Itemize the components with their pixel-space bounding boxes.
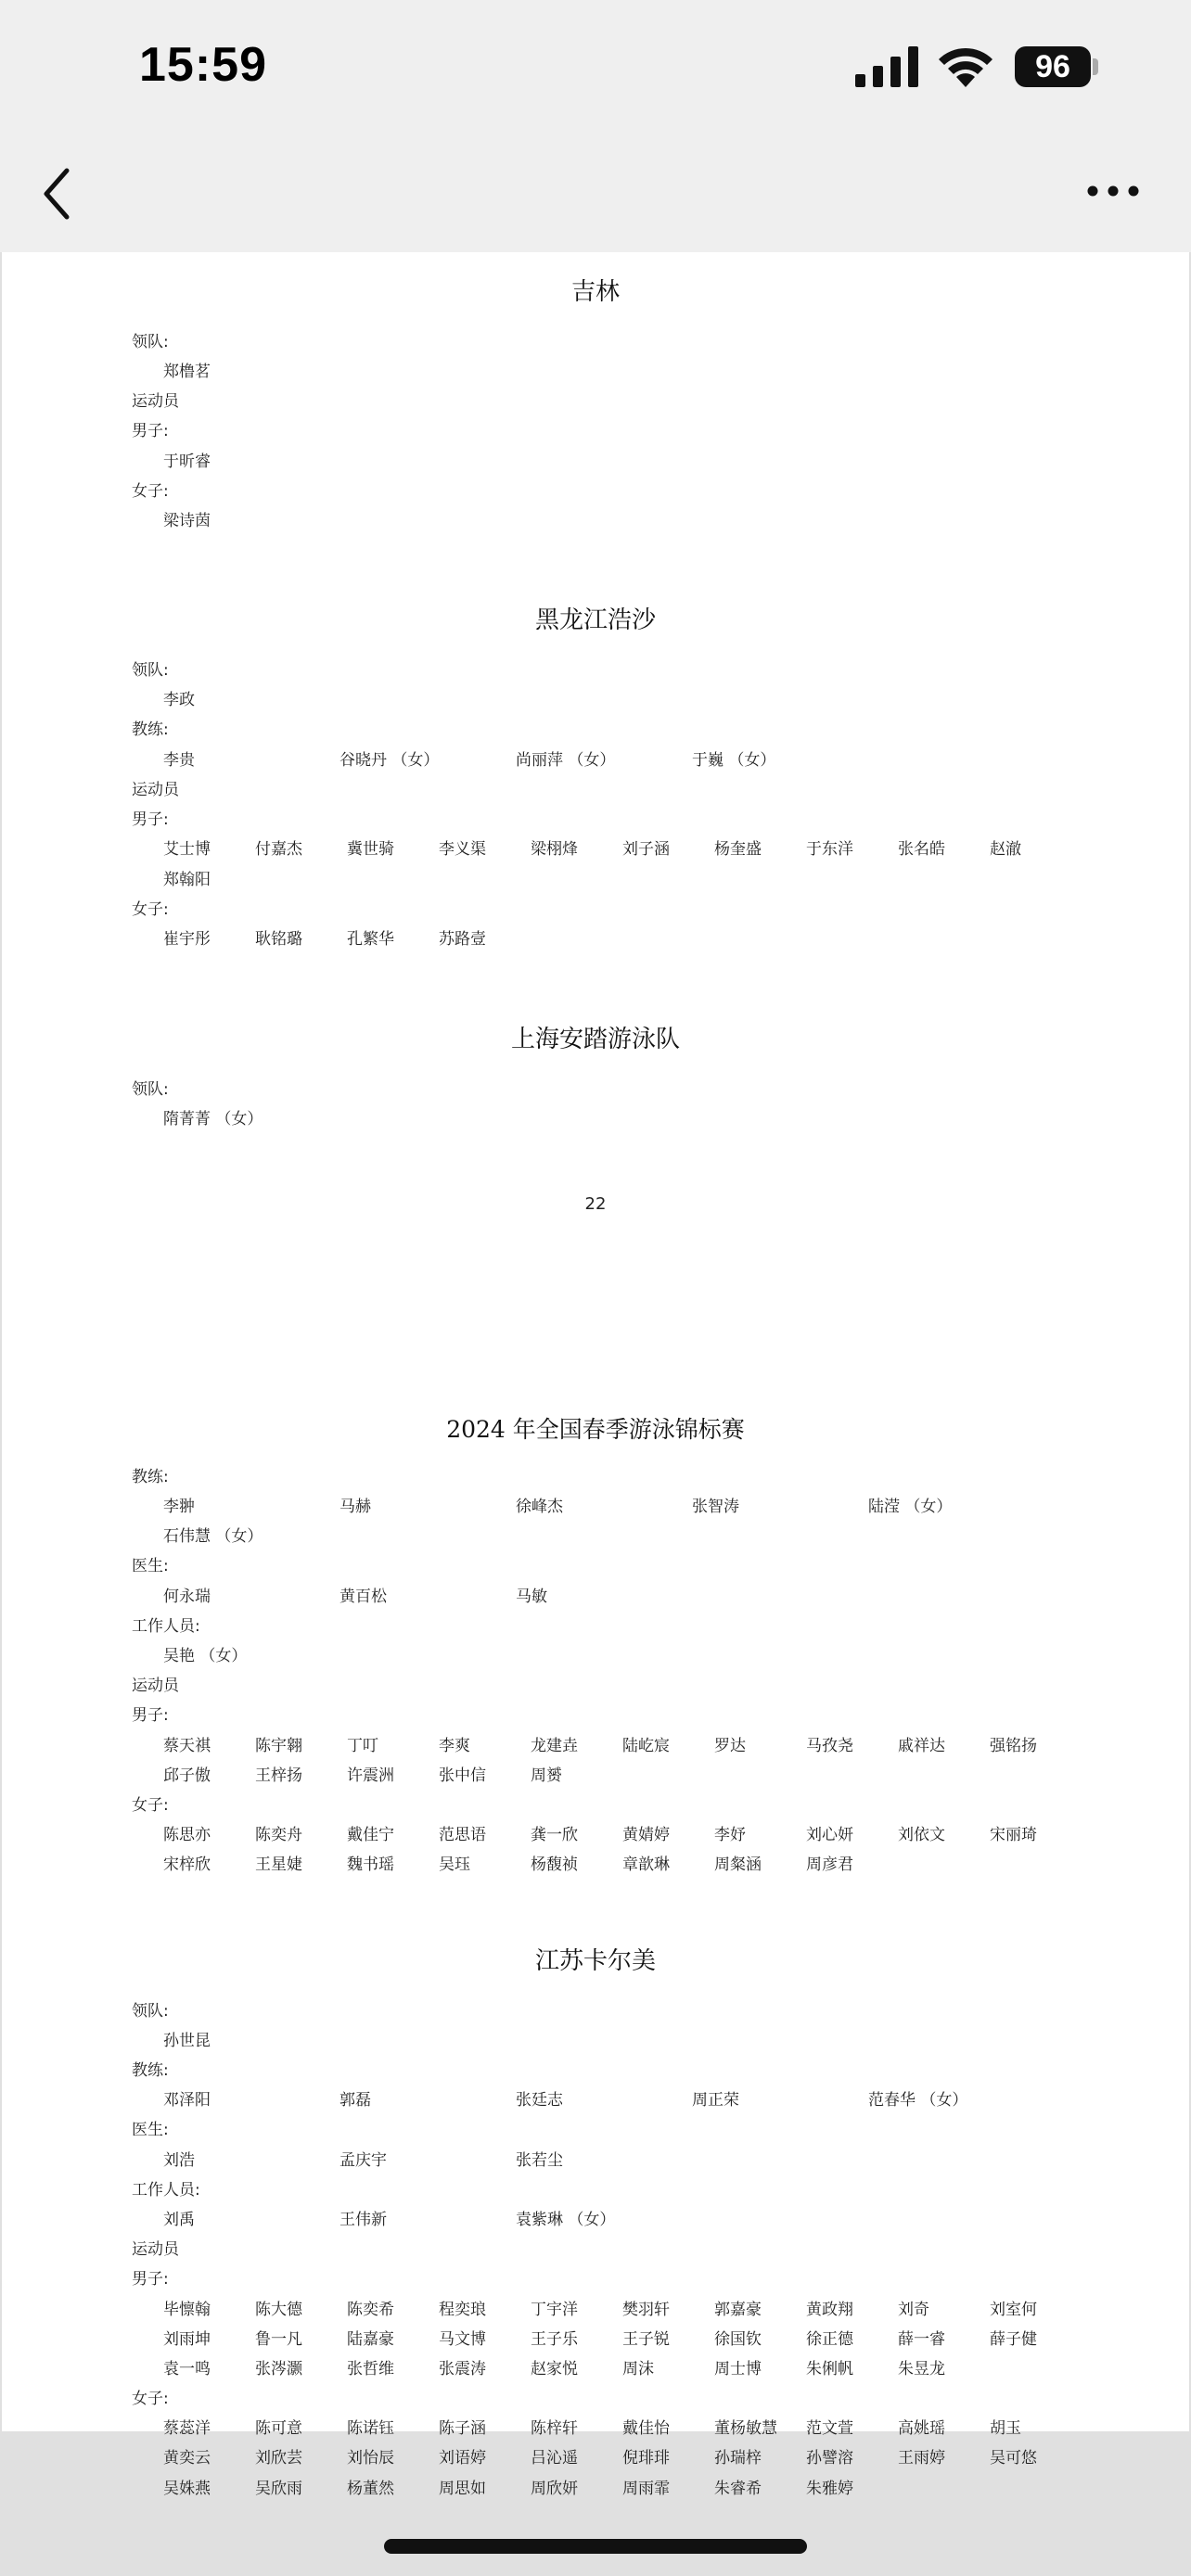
event-title: 2024 年全国春季游泳锦标赛 xyxy=(446,1416,745,1443)
role-label: 运动员 xyxy=(132,1677,179,1695)
person-name: 杨董然 xyxy=(347,2480,394,2498)
person-name: 龙建垚 xyxy=(531,1737,578,1755)
person-name: 李贵 xyxy=(163,751,195,770)
person-name: 袁紫琳 （女） xyxy=(516,2211,616,2229)
person-name: 李爽 xyxy=(439,1737,470,1755)
person-name: 程奕琅 xyxy=(439,2301,486,2319)
role-label: 男子: xyxy=(132,422,169,440)
person-name: 杨馥祯 xyxy=(531,1855,578,1874)
battery-icon: 96 xyxy=(1015,46,1091,87)
navigation-bar xyxy=(0,139,1191,252)
team-title-jilin: 吉林 xyxy=(570,278,620,306)
person-name: 徐峰杰 xyxy=(516,1498,563,1516)
person-name: 范春华 （女） xyxy=(868,2091,968,2110)
role-label: 教练: xyxy=(132,721,169,739)
role-label: 女子: xyxy=(132,482,169,501)
person-name: 苏路壹 xyxy=(439,930,486,949)
person-name: 高姚瑶 xyxy=(898,2419,945,2438)
person-name: 邱子傲 xyxy=(163,1766,211,1785)
person-name: 戚祥达 xyxy=(898,1737,945,1755)
person-name: 崔宇彤 xyxy=(163,930,211,949)
person-name: 郭磊 xyxy=(339,2091,371,2110)
cellular-signal-icon xyxy=(855,46,920,87)
person-name: 王星婕 xyxy=(255,1855,302,1874)
person-name: 王伟新 xyxy=(339,2211,387,2229)
person-name: 陈可意 xyxy=(255,2419,302,2438)
person-name: 周正荣 xyxy=(692,2091,739,2110)
person-name: 戴佳宁 xyxy=(347,1826,394,1844)
person-name: 马文博 xyxy=(439,2330,486,2349)
role-label: 医生: xyxy=(132,1557,169,1575)
person-name: 尚丽萍 （女） xyxy=(516,751,616,770)
person-name: 石伟慧 （女） xyxy=(163,1527,263,1546)
person-name: 陈梓轩 xyxy=(531,2419,578,2438)
ellipsis-icon[interactable] xyxy=(1085,184,1141,198)
person-name: 马孜尧 xyxy=(806,1737,853,1755)
home-indicator[interactable] xyxy=(384,2539,807,2554)
person-name: 陈宇翱 xyxy=(255,1737,302,1755)
role-label: 女子: xyxy=(132,900,169,919)
person-name: 鲁一凡 xyxy=(255,2330,302,2349)
role-label: 男子: xyxy=(132,1706,169,1725)
role-label: 工作人员: xyxy=(132,2181,200,2200)
role-label: 医生: xyxy=(132,2121,169,2139)
person-name: 于东洋 xyxy=(806,840,853,859)
person-name: 吴艳 （女） xyxy=(163,1647,248,1665)
person-name: 郑橹茗 xyxy=(163,363,211,381)
person-name: 龚一欣 xyxy=(531,1826,578,1844)
person-name: 朱俐帆 xyxy=(806,2360,853,2378)
person-name: 魏书瑶 xyxy=(347,1855,394,1874)
person-name: 薛子健 xyxy=(990,2330,1037,2349)
person-name: 陈子涵 xyxy=(439,2419,486,2438)
role-label: 领队: xyxy=(132,333,169,351)
person-name: 于昕睿 xyxy=(163,453,211,471)
role-label: 教练: xyxy=(132,1468,169,1486)
team-title-shanghai: 上海安踏游泳队 xyxy=(510,1026,680,1053)
person-name: 李翀 xyxy=(163,1498,195,1516)
person-name: 罗达 xyxy=(714,1737,746,1755)
person-name: 倪琲琲 xyxy=(622,2449,670,2468)
person-name: 梁栩烽 xyxy=(531,840,578,859)
role-label: 教练: xyxy=(132,2061,169,2080)
person-name: 刘室何 xyxy=(990,2301,1037,2319)
person-name: 张廷志 xyxy=(516,2091,563,2110)
role-label: 工作人员: xyxy=(132,1617,200,1636)
person-name: 何永瑞 xyxy=(163,1588,211,1606)
wifi-icon xyxy=(935,45,996,89)
person-name: 刘奇 xyxy=(898,2301,929,2319)
role-label: 领队: xyxy=(132,1080,169,1099)
status-time: 15:59 xyxy=(139,38,267,92)
person-name: 张涔灏 xyxy=(255,2360,302,2378)
status-bar xyxy=(0,0,1191,139)
person-name: 刘雨坤 xyxy=(163,2330,211,2349)
person-name: 樊羽轩 xyxy=(622,2301,670,2319)
person-name: 李妤 xyxy=(714,1826,746,1844)
person-name: 周雨霏 xyxy=(622,2480,670,2498)
person-name: 陈大德 xyxy=(255,2301,302,2319)
person-name: 戴佳怡 xyxy=(622,2419,670,2438)
person-name: 孙譬溶 xyxy=(806,2449,853,2468)
person-name: 朱昱龙 xyxy=(898,2360,945,2378)
person-name: 范思语 xyxy=(439,1826,486,1844)
chevron-left-icon[interactable] xyxy=(37,165,74,223)
role-label: 女子: xyxy=(132,1796,169,1815)
person-name: 隋菁菁 （女） xyxy=(163,1110,263,1129)
person-name: 宋梓欣 xyxy=(163,1855,211,1874)
person-name: 刘子涵 xyxy=(622,840,670,859)
person-name: 吴欣雨 xyxy=(255,2480,302,2498)
person-name: 张震涛 xyxy=(439,2360,486,2378)
person-name: 袁一鸣 xyxy=(163,2360,211,2378)
person-name: 周欣妍 xyxy=(531,2480,578,2498)
person-name: 周沫 xyxy=(622,2360,654,2378)
role-label: 运动员 xyxy=(132,781,179,799)
person-name: 蔡天祺 xyxy=(163,1737,211,1755)
person-name: 梁诗茵 xyxy=(163,512,211,530)
person-name: 陈诺钰 xyxy=(347,2419,394,2438)
person-name: 刘怡辰 xyxy=(347,2449,394,2468)
person-name: 董杨敏慧 xyxy=(714,2419,777,2438)
battery-tip xyxy=(1093,58,1098,75)
person-name: 刘欣芸 xyxy=(255,2449,302,2468)
person-name: 周粲涵 xyxy=(714,1855,762,1874)
role-label: 男子: xyxy=(132,810,169,829)
person-name: 艾士博 xyxy=(163,840,211,859)
person-name: 黄奕云 xyxy=(163,2449,211,2468)
team-title-heilongjiang: 黑龙江浩沙 xyxy=(534,606,656,634)
person-name: 孟庆宇 xyxy=(339,2151,387,2170)
person-name: 许震洲 xyxy=(347,1766,394,1785)
person-name: 薛一睿 xyxy=(898,2330,945,2349)
person-name: 蔡蕊洋 xyxy=(163,2419,211,2438)
person-name: 朱雅婷 xyxy=(806,2480,853,2498)
person-name: 陈奕舟 xyxy=(255,1826,302,1844)
person-name: 黄婧婷 xyxy=(622,1826,670,1844)
role-label: 领队: xyxy=(132,2002,169,2021)
person-name: 陈思亦 xyxy=(163,1826,211,1844)
role-label: 女子: xyxy=(132,2390,169,2408)
person-name: 耿铭璐 xyxy=(255,930,302,949)
person-name: 朱睿希 xyxy=(714,2480,762,2498)
person-name: 杨奎盛 xyxy=(714,840,762,859)
person-name: 周彦君 xyxy=(806,1855,853,1874)
person-name: 李义渠 xyxy=(439,840,486,859)
person-name: 周士博 xyxy=(714,2360,762,2378)
person-name: 陈奕希 xyxy=(347,2301,394,2319)
person-name: 张名皓 xyxy=(898,840,945,859)
role-label: 男子: xyxy=(132,2270,169,2289)
person-name: 孙世昆 xyxy=(163,2032,211,2050)
person-name: 张哲维 xyxy=(347,2360,394,2378)
person-name: 丁宇洋 xyxy=(531,2301,578,2319)
person-name: 马赫 xyxy=(339,1498,371,1516)
person-name: 邓泽阳 xyxy=(163,2091,211,2110)
person-name: 赵澈 xyxy=(990,840,1021,859)
person-name: 谷晓丹 （女） xyxy=(339,751,440,770)
person-name: 刘禹 xyxy=(163,2211,195,2229)
person-name: 宋丽琦 xyxy=(990,1826,1037,1844)
person-name: 马敏 xyxy=(516,1588,547,1606)
person-name: 冀世骑 xyxy=(347,840,394,859)
person-name: 丁叮 xyxy=(347,1737,378,1755)
person-name: 王梓扬 xyxy=(255,1766,302,1785)
person-name: 张中信 xyxy=(439,1766,486,1785)
person-name: 陆滢 （女） xyxy=(868,1498,953,1516)
person-name: 章歆琳 xyxy=(622,1855,670,1874)
role-label: 运动员 xyxy=(132,2240,179,2259)
person-name: 付嘉杰 xyxy=(255,840,302,859)
person-name: 刘浩 xyxy=(163,2151,195,2170)
person-name: 周赟 xyxy=(531,1766,562,1785)
person-name: 李政 xyxy=(163,691,195,709)
person-name: 吴可悠 xyxy=(990,2449,1037,2468)
person-name: 王雨婷 xyxy=(898,2449,945,2468)
person-name: 张若尘 xyxy=(516,2151,563,2170)
person-name: 强铭扬 xyxy=(990,1737,1037,1755)
person-name: 陆嘉豪 xyxy=(347,2330,394,2349)
person-name: 吴姝燕 xyxy=(163,2480,211,2498)
person-name: 吕沁遥 xyxy=(531,2449,578,2468)
person-name: 王子乐 xyxy=(531,2330,578,2349)
person-name: 黄百松 xyxy=(339,1588,387,1606)
person-name: 刘依文 xyxy=(898,1826,945,1844)
role-label: 运动员 xyxy=(132,392,179,411)
person-name: 刘语婷 xyxy=(439,2449,486,2468)
person-name: 孙瑞梓 xyxy=(714,2449,762,2468)
person-name: 赵家悦 xyxy=(531,2360,578,2378)
person-name: 黄政翔 xyxy=(806,2301,853,2319)
person-name: 吴珏 xyxy=(439,1855,470,1874)
person-name: 陆屹宸 xyxy=(622,1737,670,1755)
person-name: 张智涛 xyxy=(692,1498,739,1516)
person-name: 郭嘉豪 xyxy=(714,2301,762,2319)
person-name: 周思如 xyxy=(439,2480,486,2498)
person-name: 王子锐 xyxy=(622,2330,670,2349)
team-title-jiangsu: 江苏卡尔美 xyxy=(534,1947,656,1975)
page-number: 22 xyxy=(584,1194,607,1214)
person-name: 范文萱 xyxy=(806,2419,853,2438)
person-name: 于巍 （女） xyxy=(692,751,776,770)
person-name: 毕懔翰 xyxy=(163,2301,211,2319)
role-label: 领队: xyxy=(132,661,169,680)
person-name: 徐国钦 xyxy=(714,2330,762,2349)
person-name: 刘心妍 xyxy=(806,1826,853,1844)
person-name: 胡玉 xyxy=(990,2419,1021,2438)
document-page-23 xyxy=(2,1319,1189,2498)
person-name: 郑翰阳 xyxy=(163,871,211,889)
person-name: 徐正德 xyxy=(806,2330,853,2349)
person-name: 孔繁华 xyxy=(347,930,394,949)
document-viewer[interactable] xyxy=(0,252,1191,2576)
